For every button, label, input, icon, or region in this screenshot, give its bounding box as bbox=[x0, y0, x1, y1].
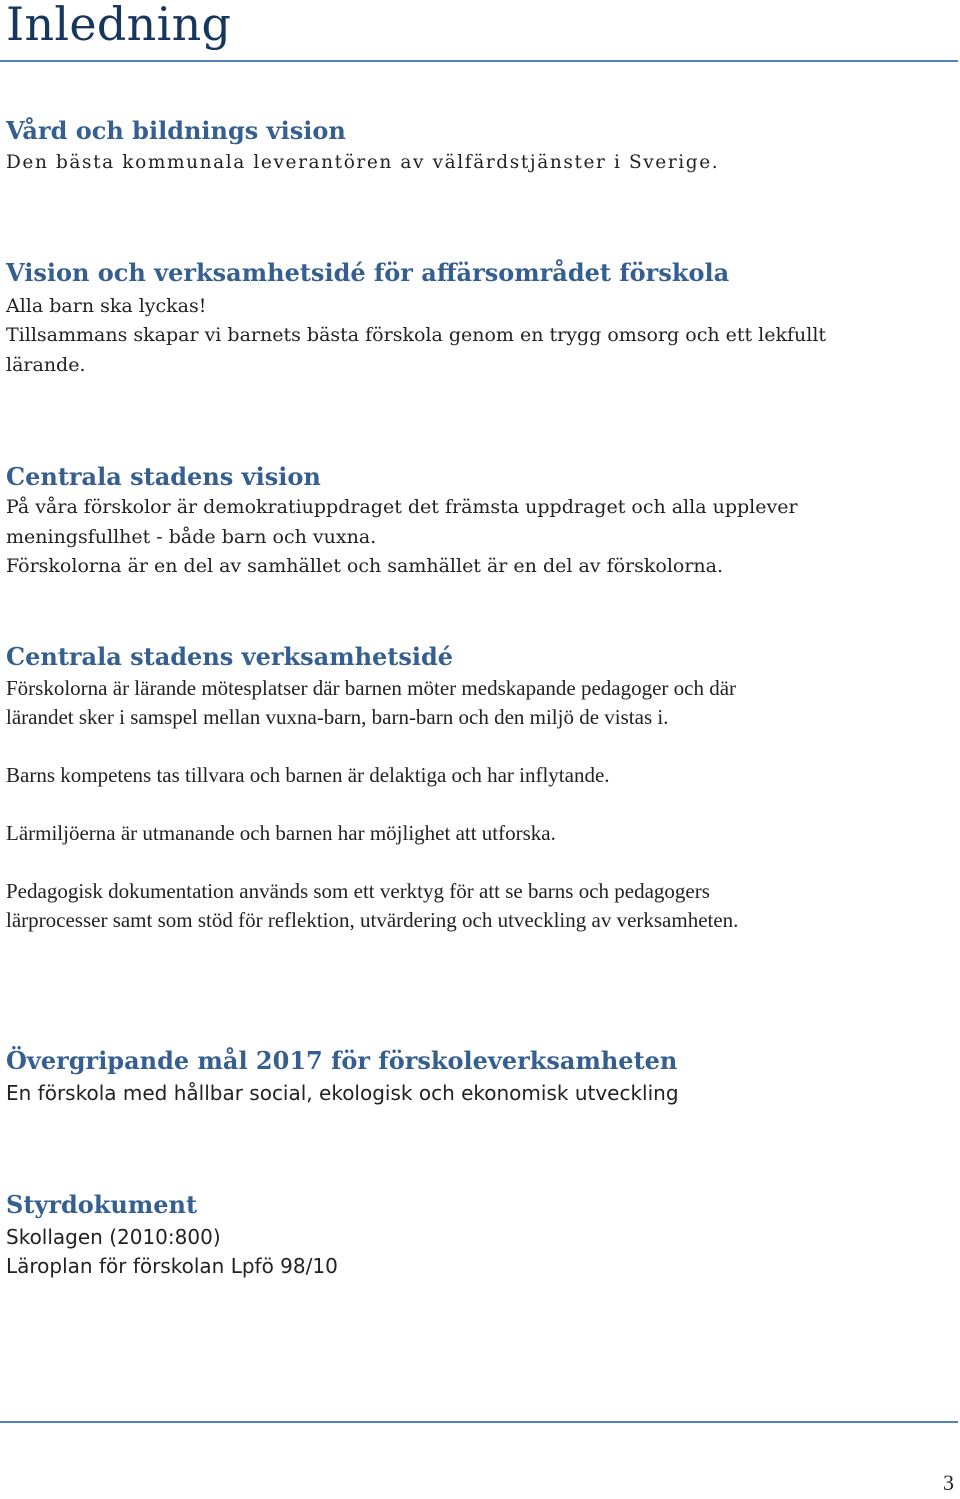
section-heading-business-vision: Vision och verksamhetsidé för affärsområdet förskola bbox=[6, 258, 730, 287]
page-number: 3 bbox=[943, 1470, 954, 1495]
central-idea-line: Barns kompetens tas tillvara och barnen är delaktiga och har inflytande. bbox=[6, 763, 610, 787]
governing-document-item: Skollagen (2010:800) bbox=[6, 1225, 221, 1249]
business-vision-line: lärande. bbox=[6, 354, 86, 376]
central-idea-line: lärprocesser samt som stöd för reflektion, utvärdering och utveckling av verksamheten. bbox=[6, 908, 739, 932]
central-idea-line: Lärmiljöerna är utmanande och barnen har möjlighet att utforska. bbox=[6, 821, 556, 845]
footer-divider bbox=[0, 1421, 958, 1423]
title-divider bbox=[0, 60, 958, 62]
business-vision-line: Alla barn ska lyckas! bbox=[6, 295, 207, 317]
governing-document-item: Läroplan för förskolan Lpfö 98/10 bbox=[6, 1254, 338, 1278]
section-heading-central-idea: Centrala stadens verksamhetsidé bbox=[6, 642, 454, 671]
business-vision-line: Tillsammans skapar vi barnets bästa förskola genom en trygg omsorg och ett lekfullt bbox=[6, 324, 827, 346]
goals-text: En förskola med hållbar social, ekologisk och ekonomisk utveckling bbox=[6, 1081, 679, 1105]
section-heading-care-vision: Vård och bildnings vision bbox=[6, 116, 346, 145]
central-vision-line: meningsfullhet - både barn och vuxna. bbox=[6, 526, 377, 548]
section-heading-governing-documents: Styrdokument bbox=[6, 1190, 198, 1219]
section-heading-central-vision: Centrala stadens vision bbox=[6, 462, 321, 491]
care-vision-text: Den bästa kommunala leverantören av välfärdstjänster i Sverige. bbox=[6, 152, 720, 173]
section-heading-goals: Övergripande mål 2017 för förskoleverksamheten bbox=[6, 1046, 678, 1075]
page-title: Inledning bbox=[6, 0, 232, 51]
central-idea-line: Pedagogisk dokumentation används som ett verktyg för att se barns och pedagogers bbox=[6, 879, 710, 903]
central-idea-line: lärandet sker i samspel mellan vuxna-barn, barn-barn och den miljö de vistas i. bbox=[6, 705, 669, 729]
central-vision-line: På våra förskolor är demokratiuppdraget det främsta uppdraget och alla upplever bbox=[6, 496, 798, 518]
central-vision-line: Förskolorna är en del av samhället och samhället är en del av förskolorna. bbox=[6, 555, 724, 577]
central-idea-line: Förskolorna är lärande mötesplatser där barnen möter medskapande pedagoger och där bbox=[6, 676, 737, 700]
